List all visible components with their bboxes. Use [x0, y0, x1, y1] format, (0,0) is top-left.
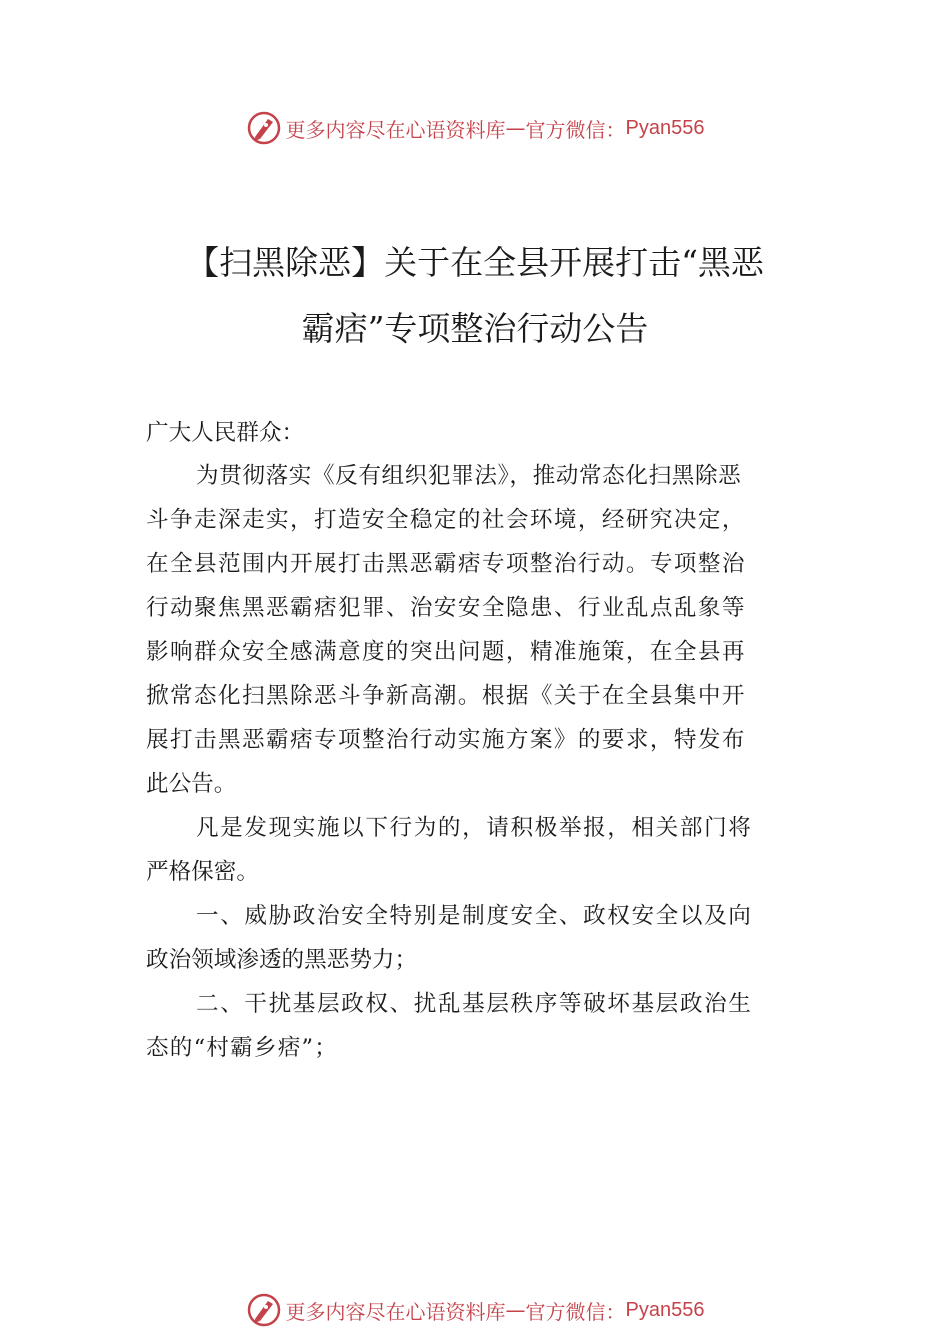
- paragraph-1-line-6: 掀常态化扫黑除恶斗争新高潮。根据《关于在全县集中开: [146, 683, 746, 709]
- watermark-wechat-label: 官方微信：: [525, 117, 626, 142]
- list-item-2-line-2: 态的“村霸乡痞”；: [146, 1035, 339, 1061]
- document-title-line-1: 【扫黑除恶】关于在全县开展打击“黑恶: [186, 243, 764, 282]
- paragraph-1-line-2: 斗争走深走实，打造安全稳定的社会环境，经研究决定，: [146, 507, 746, 533]
- watermark-separator: —: [505, 116, 526, 140]
- pen-nib-logo-icon: [246, 1292, 282, 1328]
- watermark-wechat-label: 官方微信：: [525, 1299, 626, 1324]
- paragraph-2-line-1: 凡是发现实施以下行为的，请积极举报，相关部门将: [196, 815, 753, 841]
- list-item-1-line-2: 政治领域渗透的黑恶势力；: [146, 947, 418, 973]
- footer-watermark: [0, 1290, 950, 1330]
- watermark-text: 更多内容尽在心语资料库: [285, 1299, 506, 1324]
- paragraph-1-line-5: 影响群众安全感满意度的突出问题，精准施策，在全县再: [146, 639, 746, 665]
- watermark-wechat-id: Pyan556: [625, 116, 705, 139]
- header-watermark: [0, 108, 950, 148]
- paragraph-1-line-7: 展打击黑恶霸痞专项整治行动实施方案》的要求，特发布: [146, 727, 746, 753]
- paragraph-1-line-1: 为贯彻落实《反有组织犯罪法》，推动常态化扫黑除恶: [196, 463, 742, 489]
- paragraph-2-line-2: 严格保密。: [146, 859, 259, 885]
- paragraph-1-line-3: 在全县范围内开展打击黑恶霸痞专项整治行动。专项整治: [146, 551, 746, 577]
- watermark-separator: —: [505, 1298, 526, 1322]
- watermark-text: 更多内容尽在心语资料库: [285, 117, 506, 142]
- paragraph-1-line-8: 此公告。: [146, 771, 237, 797]
- paragraph-1-line-4: 行动聚焦黑恶霸痞犯罪、治安安全隐患、行业乱点乱象等: [146, 595, 746, 621]
- pen-nib-logo-icon: [246, 110, 282, 146]
- salutation: 广大人民群众：: [146, 420, 305, 446]
- list-item-2-line-1: 二、干扰基层政权、扰乱基层秩序等破坏基层政治生: [196, 991, 753, 1017]
- list-item-1-line-1: 一、威胁政治安全特别是制度安全、政权安全以及向: [196, 903, 753, 929]
- watermark-wechat-id: Pyan556: [625, 1298, 705, 1321]
- document-title-line-2: 霸痞”专项整治行动公告: [301, 309, 649, 348]
